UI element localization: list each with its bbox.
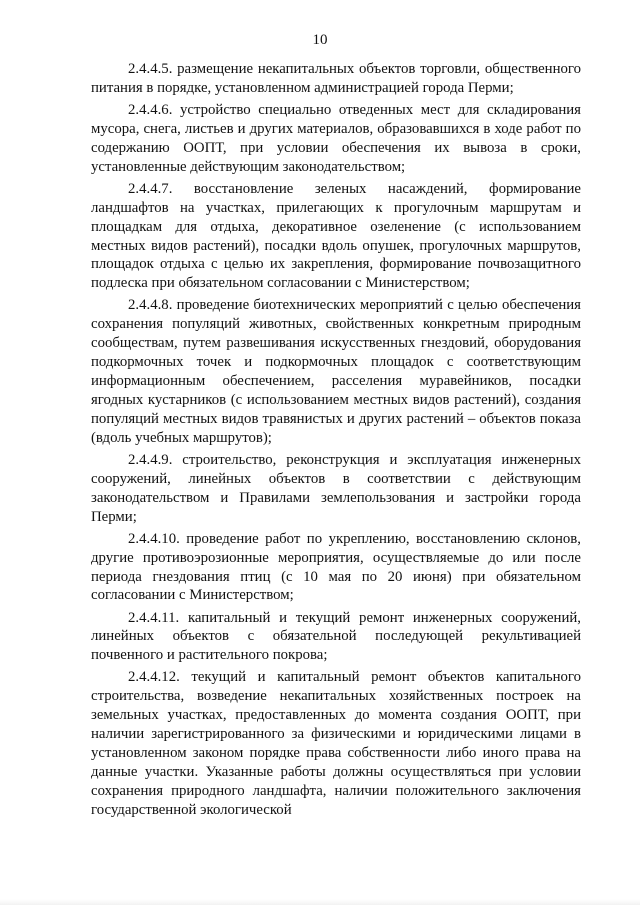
paragraph-2-4-4-8: 2.4.4.8. проведение биотехнических мероприятий с целью обеспечения сохранения популяций животных, свойственных конкретным природным сообществам, путем развешивания искусственных гнездовий, оборудования подкормочных точек и подкормочных площадок с соответствующим информационным обеспечением, расселения муравейников, посадки ягодных кустарников (с использованием местных видов растений), создания популяций местных видов травянистых и других растений – объектов показа (вдоль учебных маршрутов); xyxy=(91,297,581,446)
paragraph-2-4-4-9: 2.4.4.9. строительство, реконструкция и эксплуатация инженерных сооружений, линейных объектов в соответствии с действующим законодательством и Правилами землепользования и застройки города Перми; xyxy=(91,451,581,525)
paragraph-2-4-4-10: 2.4.4.10. проведение работ по укреплению, восстановлению склонов, другие противоэрозионные мероприятия, осуществляемые до или после периода гнездования птиц (с 10 мая по 20 июня) при обязательном согласовании с Министерством; xyxy=(91,530,581,604)
paragraph-2-4-4-12: 2.4.4.12. текущий и капитальный ремонт объектов капитального строительства, возведение некапитальных хозяйственных построек на земельных участках, предоставленных до момента создания ООПТ, при наличии зарегистрированного за физическими и юридическими лицами в установленном законом порядке права собственности либо иного права на данные участки. Указанные работы должны осуществляться при условии сохранения природного ландшафта, наличии положительного заключения государственной экологической xyxy=(91,669,581,818)
page-number: 10 xyxy=(312,32,328,48)
scan-bottom-edge xyxy=(0,899,640,905)
paragraph-2-4-4-11: 2.4.4.11. капитальный и текущий ремонт инженерных сооружений, линейных объектов с обязательной последующей рекультивацией почвенного и растительного покрова; xyxy=(91,609,581,664)
document-body xyxy=(91,60,581,823)
paragraph-2-4-4-5: 2.4.4.5. размещение некапитальных объектов торговли, общественного питания в порядке, установленном администрацией города Перми; xyxy=(91,61,581,96)
paragraph-2-4-4-7: 2.4.4.7. восстановление зеленых насаждений, формирование ландшафтов на участках, прилегающих к прогулочным маршрутам и площадкам для отдыха, декоративное озеленение (с использованием местных видов растений), посадки вдоль опушек, прогулочных маршрутов, площадок отдыха с целью их закрепления, формирование почвозащитного подлеска при обязательном согласовании с Министерством; xyxy=(91,180,581,292)
paragraph-2-4-4-6: 2.4.4.6. устройство специально отведенных мест для складирования мусора, снега, листьев и других материалов, образовавшихся в ходе работ по содержанию ООПТ, при условии обеспечения их вывоза в сроки, установленные действующим законодательством; xyxy=(91,102,581,175)
